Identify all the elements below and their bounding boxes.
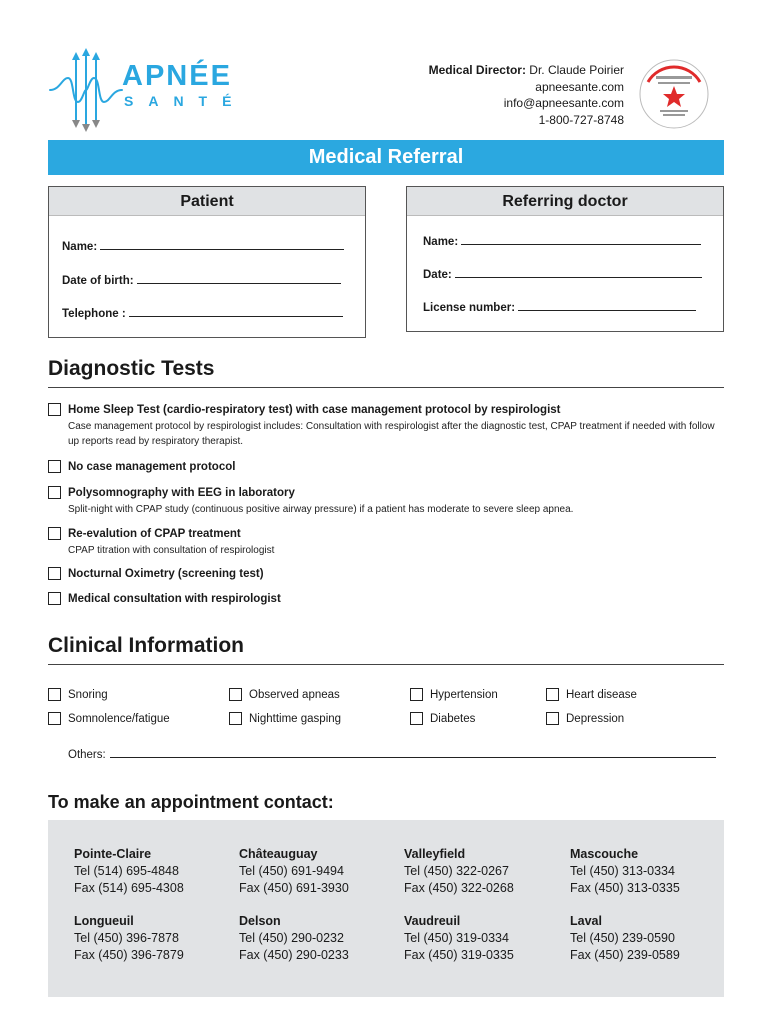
appointment-title: To make an appointment contact:: [48, 792, 334, 812]
clinical-diabetes: Diabetes: [430, 713, 476, 725]
website-link[interactable]: apneesante.com: [535, 79, 624, 94]
patient-box: [48, 186, 366, 338]
location-tel: Tel (450) 322-0267: [404, 864, 509, 878]
checkbox-nighttime-gasping[interactable]: [229, 712, 242, 725]
logo-waveform-icon: [46, 48, 126, 132]
referring-doctor-box: [406, 186, 724, 332]
clinical-depression: Depression: [566, 713, 625, 725]
option-nocturnal-oximetry: Nocturnal Oximetry (screening test): [68, 568, 264, 580]
checkbox-diabetes[interactable]: [410, 712, 423, 725]
clinical-hypertension: Hypertension: [430, 689, 498, 701]
phone-number: 1-800-727-8748: [538, 112, 624, 127]
diagnostic-divider: [48, 387, 724, 388]
doctor-date-label: Date:: [423, 269, 452, 281]
clinical-heart-disease: Heart disease: [566, 689, 637, 701]
contact-block: [429, 62, 624, 128]
location-fax: Fax (450) 313-0335: [570, 881, 680, 895]
clinical-somnolence: Somnolence/fatigue: [68, 713, 170, 725]
location-name: Longueuil: [74, 914, 134, 928]
location-fax: Fax (450) 319-0335: [404, 948, 514, 962]
others-label: Others:: [68, 749, 106, 761]
location-delson: [239, 913, 349, 964]
option-cpap-reevaluation: Re-evalution of CPAP treatment: [68, 528, 241, 540]
doctor-date-field[interactable]: [423, 267, 702, 281]
patient-heading: Patient: [49, 187, 365, 216]
location-chateauguay: [239, 846, 349, 897]
option-polysomnography: Polysomnography with EEG in laboratory: [68, 487, 295, 499]
location-name: Delson: [239, 914, 281, 928]
doctor-name-field[interactable]: [423, 234, 701, 248]
clinical-information-title: Clinical Information: [48, 634, 245, 657]
location-name: Vaudreuil: [404, 914, 461, 928]
location-tel: Tel (450) 319-0334: [404, 931, 509, 945]
doctor-name-label: Name:: [423, 236, 459, 248]
location-fax: Fax (450) 691-3930: [239, 881, 349, 895]
option-medical-consultation: Medical consultation with respirologist: [68, 593, 281, 605]
email-link[interactable]: info@apneesante.com: [503, 96, 624, 110]
option-cpap-reevaluation-desc: CPAP titration with consultation of respirologist: [68, 545, 275, 556]
diagnostic-tests-title: Diagnostic Tests: [48, 357, 215, 380]
location-vaudreuil: [404, 913, 514, 964]
location-mascouche: [570, 846, 680, 897]
location-tel: Tel (514) 695-4848: [74, 864, 179, 878]
option-home-sleep-test: Home Sleep Test (cardio-respiratory test) with case management protocol by respirologist: [68, 404, 561, 416]
location-fax: Fax (450) 239-0589: [570, 948, 680, 962]
patient-dob-label: Date of birth:: [62, 275, 134, 287]
checkbox-nocturnal-oximetry[interactable]: [48, 567, 61, 580]
clinical-snoring: Snoring: [68, 689, 108, 701]
location-tel: Tel (450) 290-0232: [239, 931, 344, 945]
checkbox-medical-consultation[interactable]: [48, 592, 61, 605]
location-valleyfield: [404, 846, 514, 897]
patient-telephone-label: Telephone :: [62, 308, 126, 320]
locations-panel: [48, 820, 724, 997]
patient-name-label: Name:: [62, 241, 98, 253]
doctor-license-field[interactable]: [423, 300, 696, 314]
checkbox-polysomnography[interactable]: [48, 486, 61, 499]
location-name: Valleyfield: [404, 847, 466, 861]
checkbox-heart-disease[interactable]: [546, 688, 559, 701]
location-longueuil: [74, 913, 184, 964]
location-fax: Fax (450) 322-0268: [404, 881, 514, 895]
location-name: Laval: [570, 914, 602, 928]
checkbox-home-sleep-test[interactable]: [48, 403, 61, 416]
location-tel: Tel (450) 313-0334: [570, 864, 675, 878]
director-name: Dr. Claude Poirier: [529, 63, 624, 77]
option-home-sleep-test-desc: Case management protocol by respirologist includes: Consultation with respirologist after the diagnostic test, CPAP treatment if needed with follow up reports read by respiratory therapist.: [68, 421, 715, 447]
location-name: Châteauguay: [239, 847, 318, 861]
checkbox-cpap-reevaluation[interactable]: [48, 527, 61, 540]
patient-dob-field[interactable]: [62, 273, 341, 287]
location-name: Mascouche: [570, 847, 639, 861]
location-name: Pointe-Claire: [74, 847, 152, 861]
location-tel: Tel (450) 396-7878: [74, 931, 179, 945]
option-polysomnography-desc: Split-night with CPAP study (continuous positive airway pressure) if a patient has moderate to severe sleep apnea.: [68, 504, 574, 515]
others-field[interactable]: [68, 747, 716, 761]
location-pointe-claire: [74, 846, 184, 897]
location-laval: [570, 913, 680, 964]
director-label: Medical Director:: [428, 63, 526, 77]
logo-line-1: APNÉE: [122, 60, 232, 92]
doctor-heading: Referring doctor: [407, 187, 723, 216]
checkbox-no-case-management[interactable]: [48, 460, 61, 473]
patient-name-field[interactable]: [62, 239, 344, 253]
location-fax: Fax (450) 396-7879: [74, 948, 184, 962]
accreditation-seal-icon: [638, 58, 710, 130]
medical-referral-banner: Medical Referral: [48, 140, 724, 175]
clinical-nighttime-gasping: Nighttime gasping: [249, 713, 342, 725]
checkbox-observed-apneas[interactable]: [229, 688, 242, 701]
logo-line-2: SANTÉ: [124, 93, 247, 109]
location-tel: Tel (450) 239-0590: [570, 931, 675, 945]
checkbox-somnolence[interactable]: [48, 712, 61, 725]
doctor-license-label: License number:: [423, 302, 516, 314]
location-fax: Fax (450) 290-0233: [239, 948, 349, 962]
checkbox-snoring[interactable]: [48, 688, 61, 701]
patient-telephone-field[interactable]: [62, 306, 343, 320]
clinical-divider: [48, 664, 724, 665]
location-fax: Fax (514) 695-4308: [74, 881, 184, 895]
clinical-observed-apneas: Observed apneas: [249, 689, 340, 701]
checkbox-depression[interactable]: [546, 712, 559, 725]
option-no-case-management: No case management protocol: [68, 461, 236, 473]
location-tel: Tel (450) 691-9494: [239, 864, 344, 878]
checkbox-hypertension[interactable]: [410, 688, 423, 701]
